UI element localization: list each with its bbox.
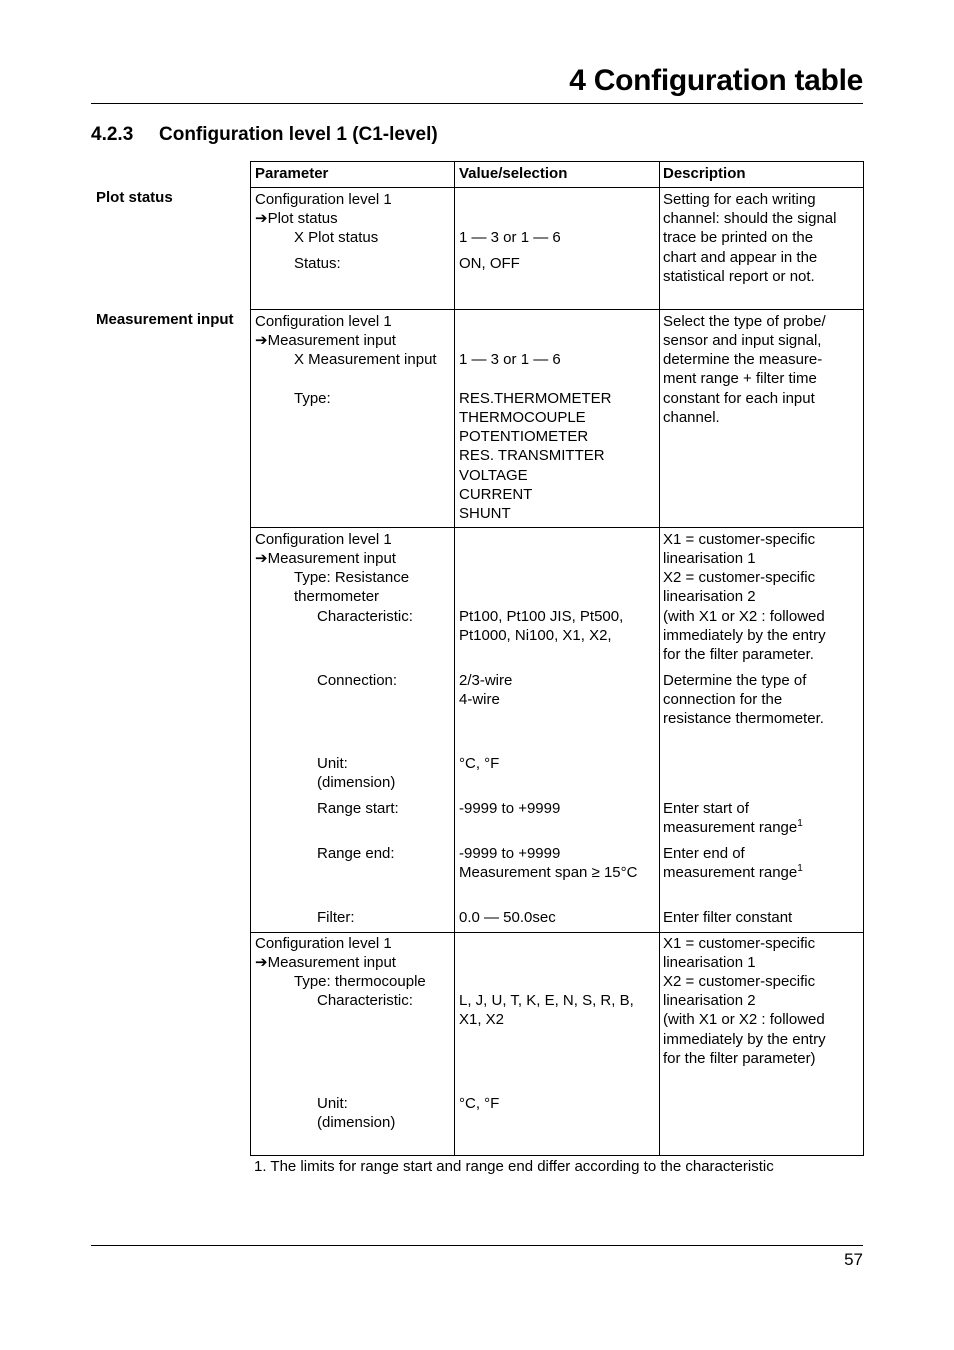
description-text: (with X1 or X2 : followed <box>663 1011 825 1028</box>
parameter-text: Type: thermocouple <box>294 973 426 990</box>
value-text: 1 — 3 or 1 — 6 <box>459 229 561 246</box>
value-text: L, J, U, T, K, E, N, S, R, B, <box>459 992 634 1009</box>
side-label-plot-status: Plot status <box>96 189 173 206</box>
parameter-text: Configuration level 1 <box>255 191 392 208</box>
description-text: sensor and input signal, <box>663 332 822 349</box>
description-text: Setting for each writing <box>663 191 816 208</box>
parameter-text: X Measurement input <box>294 351 437 368</box>
page-number: 57 <box>844 1250 863 1269</box>
parameter-text: Range end: <box>317 845 395 862</box>
footnote: 1. The limits for range start and range end differ according to the characteristic <box>254 1158 774 1175</box>
parameter-text: Unit: <box>317 755 348 772</box>
footnote-marker: 1 <box>797 863 803 874</box>
description-text: X1 = customer-specific <box>663 531 816 548</box>
parameter-text: Configuration level 1 <box>255 531 392 548</box>
parameter-text: Unit: <box>317 1095 348 1112</box>
value-text: 2/3-wire <box>459 672 513 689</box>
parameter-text: Connection: <box>317 672 398 689</box>
description-text: Enter filter constant <box>663 909 793 926</box>
value-text: Pt1000, Ni100, X1, X2, <box>459 627 612 644</box>
value-text: POTENTIOMETER <box>459 428 589 445</box>
description-text: linearisation 1 <box>663 550 756 567</box>
description-text: trace be printed on the <box>663 229 814 246</box>
description-text: channel. <box>663 409 720 426</box>
value-text: Pt100, Pt100 JIS, Pt500, <box>459 608 624 625</box>
value-text: RES. TRANSMITTER <box>459 447 605 464</box>
parameter-text: Characteristic: <box>317 992 413 1009</box>
value-text: X1, X2 <box>459 1011 505 1028</box>
description-text: Select the type of probe/ <box>663 313 826 330</box>
parameter-text: Status: <box>294 255 341 272</box>
parameter-text: Configuration level 1 <box>255 935 392 952</box>
footer-rule <box>91 1245 863 1246</box>
value-text: 0.0 — 50.0sec <box>459 909 556 926</box>
parameter-text: ➔Measurement input <box>255 332 396 349</box>
description-text: ment range + filter time <box>663 370 817 387</box>
value-text: Measurement span ≥ 15°C <box>459 864 638 881</box>
description-text: connection for the <box>663 691 783 708</box>
description-text: immediately by the entry <box>663 1031 826 1048</box>
description-text <box>663 818 803 837</box>
description-text <box>663 863 803 882</box>
side-label-measurement-input: Measurement input <box>96 311 234 328</box>
header-description: Description <box>663 165 746 182</box>
section-title: Configuration level 1 (C1-level) <box>159 124 438 145</box>
description-text: resistance thermometer. <box>663 710 824 727</box>
value-text: RES.THERMOMETER <box>459 390 612 407</box>
parameter-text: (dimension) <box>317 1114 396 1131</box>
value-text: SHUNT <box>459 505 511 522</box>
parameter-text: (dimension) <box>317 774 396 791</box>
description-text: measurement range <box>663 819 798 836</box>
value-text: -9999 to +9999 <box>459 845 561 862</box>
value-text: CURRENT <box>459 486 533 503</box>
description-text: Enter end of <box>663 845 745 862</box>
value-text: °C, °F <box>459 755 500 772</box>
value-text: 1 — 3 or 1 — 6 <box>459 351 561 368</box>
section-heading <box>91 124 438 146</box>
chapter-title: 4 Configuration table <box>569 64 863 97</box>
value-text: VOLTAGE <box>459 467 528 484</box>
description-text: measurement range <box>663 864 798 881</box>
parameter-text: Characteristic: <box>317 608 413 625</box>
parameter-text: Range start: <box>317 800 399 817</box>
description-text: X2 = customer-specific <box>663 569 816 586</box>
description-text: linearisation 1 <box>663 954 756 971</box>
parameter-text: Configuration level 1 <box>255 313 392 330</box>
section-number: 4.2.3 <box>91 124 134 145</box>
description-text: Enter start of <box>663 800 749 817</box>
description-text: immediately by the entry <box>663 627 826 644</box>
row-divider <box>251 527 863 528</box>
value-text: 4-wire <box>459 691 500 708</box>
footnote-marker: 1 <box>797 818 803 829</box>
value-text: ON, OFF <box>459 255 520 272</box>
description-text: determine the measure- <box>663 351 823 368</box>
description-text: X2 = customer-specific <box>663 973 816 990</box>
description-text: linearisation 2 <box>663 992 756 1009</box>
configuration-table <box>250 161 864 1156</box>
value-text: THERMOCOUPLE <box>459 409 586 426</box>
value-text: °C, °F <box>459 1095 500 1112</box>
row-divider <box>251 932 863 933</box>
description-text: (with X1 or X2 : followed <box>663 608 825 625</box>
header-value: Value/selection <box>459 165 568 182</box>
parameter-text: ➔Plot status <box>255 210 338 227</box>
parameter-text: Type: Resistance <box>294 569 410 586</box>
header-parameter: Parameter <box>255 165 329 182</box>
parameter-text: thermometer <box>294 588 380 605</box>
value-text: -9999 to +9999 <box>459 800 561 817</box>
parameter-text: X Plot status <box>294 229 379 246</box>
description-text: Determine the type of <box>663 672 807 689</box>
column-divider <box>454 162 455 1155</box>
description-text: constant for each input <box>663 390 815 407</box>
row-divider <box>251 187 863 188</box>
parameter-text: ➔Measurement input <box>255 550 396 567</box>
description-text: for the filter parameter) <box>663 1050 816 1067</box>
header-rule <box>91 103 863 104</box>
parameter-text: ➔Measurement input <box>255 954 396 971</box>
parameter-text: Type: <box>294 390 331 407</box>
description-text: chart and appear in the <box>663 249 818 266</box>
column-divider <box>659 162 660 1155</box>
description-text: statistical report or not. <box>663 268 815 285</box>
description-text: channel: should the signal <box>663 210 837 227</box>
row-divider <box>251 309 863 310</box>
description-text: for the filter parameter. <box>663 646 814 663</box>
parameter-text: Filter: <box>317 909 355 926</box>
description-text: X1 = customer-specific <box>663 935 816 952</box>
description-text: linearisation 2 <box>663 588 756 605</box>
